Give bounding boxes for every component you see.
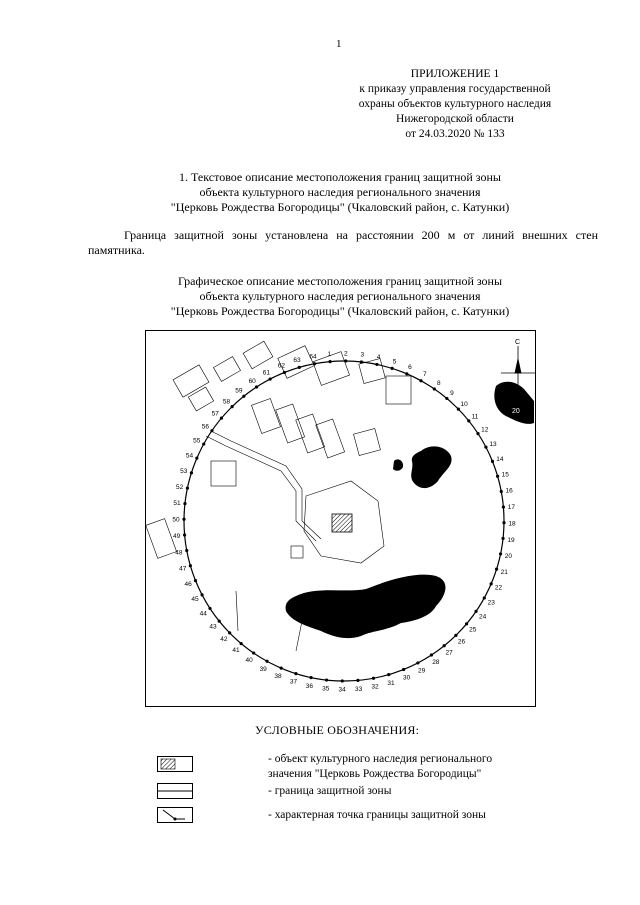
- road: [206, 436, 316, 541]
- boundary-point-label: 17: [507, 503, 515, 511]
- legend-object-text: [268, 752, 492, 782]
- boundary-point: [182, 518, 185, 521]
- boundary-point: [501, 537, 504, 540]
- boundary-point: [269, 377, 272, 380]
- legend-point-text: - характерная точка границы защитной зоны: [268, 809, 486, 821]
- boundary-point: [344, 359, 347, 362]
- boundary-point-label: 29: [417, 667, 426, 675]
- boundary-point-label: 36: [305, 682, 314, 690]
- boundary-point: [252, 651, 255, 654]
- boundary-point-label: 40: [245, 657, 253, 665]
- boundary-point: [387, 673, 390, 676]
- boundary-point-label: 56: [201, 423, 209, 431]
- boundary-point-label: 62: [277, 362, 286, 370]
- boundary-point: [183, 533, 186, 536]
- boundary-point-label: 49: [173, 533, 181, 541]
- legend-swatch-boundary: [157, 783, 193, 799]
- boundary-point: [195, 457, 198, 460]
- boundary-point: [402, 668, 405, 671]
- boundary-paragraph: [88, 228, 598, 258]
- boundary-point-label: 9: [450, 389, 454, 397]
- boundary-point-label: 63: [293, 357, 301, 365]
- boundary-point: [325, 678, 328, 681]
- boundary-point: [328, 360, 331, 363]
- boundary-point: [405, 372, 408, 375]
- boundary-point-label: 13: [489, 440, 497, 448]
- boundary-point: [391, 367, 394, 370]
- appendix-header: [330, 67, 580, 142]
- boundary-point: [443, 644, 446, 647]
- boundary-point: [502, 521, 505, 524]
- appendix-title: ПРИЛОЖЕНИЕ 1: [410, 68, 500, 80]
- boundary-point-label: 32: [371, 683, 379, 691]
- section-heading: "Церковь Рождества Богородицы" (Чкаловский район, с. Катунки): [170, 200, 510, 214]
- pond-large: [286, 575, 446, 638]
- boundary-point-label: 31: [387, 679, 395, 687]
- boundary-point: [372, 677, 375, 680]
- boundary-point-label: 61: [262, 369, 271, 377]
- boundary-point: [495, 568, 498, 571]
- boundary-point-label: 44: [199, 610, 207, 618]
- boundary-point: [228, 631, 231, 634]
- legend-swatch-point: [157, 807, 193, 823]
- boundary-point-label: 64: [309, 353, 317, 361]
- boundary-point-label: 23: [487, 599, 495, 607]
- boundary-point-label: 26: [457, 638, 466, 646]
- boundary-point-label: 20: [504, 553, 513, 561]
- boundary-point: [356, 679, 359, 682]
- boundary-point: [231, 405, 234, 408]
- appendix-line: Нижегородской области: [396, 113, 514, 125]
- boundary-point-label: 10: [460, 401, 468, 409]
- boundary-point: [341, 679, 344, 682]
- boundary-point: [360, 360, 363, 363]
- boundary-point-label: 25: [469, 626, 477, 634]
- boundary-point: [419, 379, 422, 382]
- boundary-point-label: 37: [289, 678, 298, 686]
- boundary-point: [445, 397, 448, 400]
- north-label: С: [515, 339, 521, 346]
- boundary-point: [496, 475, 499, 478]
- boundary-point: [189, 564, 192, 567]
- boundary-point-label: 1: [327, 351, 332, 359]
- section-heading: объекта культурного наследия регионального значения: [199, 289, 481, 303]
- section-heading: объекта культурного наследия регионального значения: [199, 185, 481, 199]
- boundary-point-label: 18: [508, 520, 516, 528]
- boundary-point: [500, 490, 503, 493]
- boundary-point-label: 55: [193, 437, 201, 445]
- boundary-point-label: 58: [222, 398, 231, 406]
- boundary-point: [183, 502, 186, 505]
- boundary-point-label: 8: [437, 379, 441, 387]
- boundary-point: [483, 596, 486, 599]
- boundary-point: [491, 460, 494, 463]
- boundary-point-label: 43: [209, 623, 217, 631]
- boundary-point-label: 22: [494, 584, 503, 592]
- protection-zone-map: [145, 330, 536, 707]
- boundary-point: [298, 366, 301, 369]
- boundary-point: [294, 672, 297, 675]
- boundary-point: [499, 552, 502, 555]
- boundary-point-label: 27: [445, 649, 453, 657]
- section-heading: 1. Текстовое описание местоположения границ защитной зоны: [179, 170, 501, 184]
- boundary-point-label: 45: [191, 596, 199, 604]
- boundary-point-label: 59: [235, 387, 243, 395]
- boundary-point: [265, 660, 268, 663]
- legend-title: УСЛОВНЫЕ ОБОЗНАЧЕНИЯ:: [255, 723, 420, 737]
- legend-swatch-object: [157, 756, 193, 772]
- boundary-point-label: 38: [274, 673, 282, 681]
- boundary-point: [202, 442, 205, 445]
- boundary-point-label: 50: [172, 516, 180, 524]
- legend-item-line: - объект культурного наследия регионального: [268, 753, 493, 765]
- boundary-point-label: 11: [471, 413, 479, 421]
- boundary-point-label: 15: [501, 471, 509, 479]
- boundary-point: [313, 362, 316, 365]
- boundary-point: [208, 607, 211, 610]
- boundary-point: [283, 371, 286, 374]
- boundary-point-label: 14: [496, 455, 504, 463]
- boundary-point-label: 33: [355, 685, 363, 693]
- boundary-point-label: 35: [322, 685, 330, 693]
- paragraph-text: Граница защитной зоны установлена на расстоянии 200 м от линий внешних стен памятника.: [88, 228, 598, 257]
- appendix-line: охраны объектов культурного наследия: [358, 98, 552, 110]
- boundary-point-label: 34: [338, 686, 346, 694]
- boundary-point-label: 28: [432, 659, 440, 667]
- boundary-point: [194, 579, 197, 582]
- boundary-point: [484, 446, 487, 449]
- boundary-point: [309, 676, 312, 679]
- section-heading: Графическое описание местоположения границ защитной зоны: [177, 274, 503, 288]
- boundary-point-label: 3: [360, 351, 365, 359]
- boundary-point-label: 21: [500, 569, 508, 577]
- boundary-point: [185, 549, 188, 552]
- boundary-point: [433, 387, 436, 390]
- page-number: 1: [336, 38, 342, 50]
- boundary-point-label: 41: [232, 647, 240, 655]
- boundary-point: [186, 486, 189, 489]
- boundary-point-label: 46: [184, 581, 192, 589]
- boundary-point-label: 4: [376, 354, 381, 362]
- pond-edge: [494, 382, 534, 424]
- pond-small: [411, 446, 451, 488]
- pond-small-2: [393, 459, 403, 470]
- boundary-point-label: 52: [175, 483, 184, 491]
- boundary-point: [490, 582, 493, 585]
- legend-item-line: значения "Церковь Рождества Богородицы": [268, 768, 482, 780]
- boundary-point: [280, 667, 283, 670]
- boundary-point: [200, 593, 203, 596]
- boundary-point-label: 12: [481, 426, 489, 434]
- section-text-description: [100, 170, 580, 215]
- boundary-point: [476, 432, 479, 435]
- boundary-point-label: 30: [402, 674, 411, 682]
- boundary-point: [430, 653, 433, 656]
- legend-boundary-text: - граница защитной зоны: [268, 785, 392, 797]
- boundary-point-label: 2: [344, 350, 348, 358]
- boundary-point-label: 6: [408, 363, 412, 371]
- boundary-point: [502, 505, 505, 508]
- boundary-point: [474, 610, 477, 613]
- boundary-point-label: 19: [507, 536, 515, 544]
- boundary-point: [220, 417, 223, 420]
- boundary-point: [416, 661, 419, 664]
- appendix-date: от 24.03.2020 № 133: [405, 128, 505, 140]
- boundary-point-label: 54: [185, 452, 194, 460]
- boundary-point-label: 57: [211, 410, 219, 418]
- boundary-point-label: 16: [505, 487, 513, 495]
- section-graphic-description: [100, 274, 580, 319]
- boundary-point-label: 42: [220, 635, 228, 643]
- boundary-point-label: 47: [179, 565, 187, 573]
- appendix-line: к приказу управления государственной: [359, 83, 551, 95]
- boundary-point: [375, 363, 378, 366]
- boundary-point-label: 5: [392, 358, 397, 366]
- boundary-point: [240, 642, 243, 645]
- boundary-point-label: 60: [248, 377, 256, 385]
- boundary-point: [255, 385, 258, 388]
- boundary-point: [218, 620, 221, 623]
- boundary-point: [465, 622, 468, 625]
- boundary-point-label: 39: [259, 665, 267, 673]
- scale-label: 20: [512, 408, 520, 415]
- boundary-point: [467, 419, 470, 422]
- boundary-point-label: 24: [479, 613, 487, 621]
- boundary-point: [190, 471, 193, 474]
- section-heading: "Церковь Рождества Богородицы" (Чкаловский район, с. Катунки): [170, 304, 510, 318]
- church-object: [332, 514, 352, 532]
- boundary-point-label: 7: [422, 371, 427, 379]
- boundary-point: [454, 634, 457, 637]
- boundary-point: [210, 429, 213, 432]
- boundary-point-label: 53: [180, 467, 188, 475]
- boundary-point-label: 51: [173, 500, 181, 508]
- map-base-features: [146, 339, 535, 651]
- boundary-point-label: 48: [175, 549, 183, 557]
- boundary-point: [242, 395, 245, 398]
